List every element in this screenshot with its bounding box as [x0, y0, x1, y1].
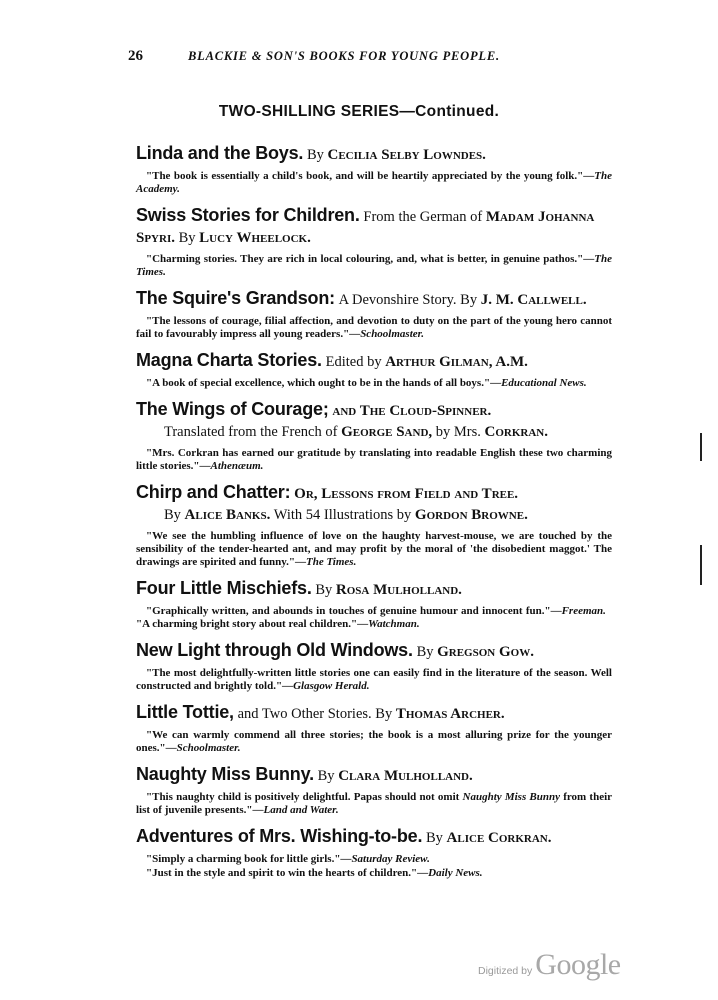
book-review: [136, 853, 612, 866]
google-logo: Google: [535, 948, 621, 981]
series-heading: TWO-SHILLING SERIES—Continued.: [218, 103, 500, 120]
review-text: "Simply a charming book for little girls."—: [146, 853, 352, 865]
book-entry-adventures: [136, 826, 612, 880]
book-review-2: [136, 867, 612, 880]
review-text-end: from their list of juvenile presents."—: [136, 791, 613, 816]
byline-prefix: From the German of: [363, 209, 483, 225]
book-entry-tottie: [136, 702, 612, 755]
book-entry-bunny: [136, 764, 612, 817]
review-source: Athenæum.: [210, 460, 264, 472]
byline-prefix: By: [306, 147, 324, 163]
byline-prefix: By: [317, 768, 335, 784]
book-review: [136, 667, 612, 693]
review-text: "This naughty child is positively delightful. Papas should not omit: [146, 791, 460, 803]
review-text: "The book is essentially a child's book, and will be heartily appreciated by the young folk."—: [146, 170, 595, 182]
book-entry-wings: [136, 399, 612, 473]
book-title: Chirp and Chatter:: [136, 482, 291, 502]
book-title: Adventures of Mrs. Wishing-to-be.: [136, 826, 423, 846]
watermark-text: Digitized by: [478, 965, 533, 977]
author-name: Alice Corkran.: [446, 830, 552, 846]
author-name-2: Corkran.: [484, 424, 548, 440]
book-subtitle: and The Cloud-Spinner.: [332, 403, 492, 419]
review-text-2: "Just in the style and spirit to win the hearts of children."—: [146, 867, 429, 879]
byline-prefix-2: by Mrs.: [435, 424, 481, 440]
book-entry-chirp: [136, 482, 612, 569]
running-title: BLACKIE & SON'S BOOKS FOR YOUNG PEOPLE.: [188, 49, 500, 63]
byline-prefix: By: [426, 830, 443, 846]
author-name-2: Lucy Wheelock.: [199, 230, 311, 246]
review-text: "The most delightfully-written little stories one can easily find in the literature of the season. Well constructed and brightly told."—: [136, 667, 612, 692]
book-title: Four Little Mischiefs.: [136, 578, 312, 598]
author-name: Rosa Mulholland.: [335, 582, 462, 598]
author-name: Madam Johanna Spyri.: [136, 209, 595, 246]
book-review: [136, 729, 612, 755]
byline-prefix: By: [460, 292, 478, 308]
book-title: The Squire's Grandson:: [136, 288, 335, 308]
book-entry-newlight: [136, 640, 612, 693]
byline-prefix: By: [375, 706, 393, 722]
book-subtitle: A Devonshire Story.: [338, 292, 457, 308]
book-review: [136, 605, 612, 631]
review-source: Land and Water.: [263, 804, 339, 816]
book-title: Magna Charta Stories.: [136, 350, 322, 370]
book-subtitle: Or, Lessons from Field and Tree.: [294, 486, 519, 502]
review-source: Saturday Review.: [351, 853, 430, 865]
book-review: [136, 253, 612, 279]
review-text: "Mrs. Corkran has earned our gratitude by translating into readable English these two charming little stories."—: [136, 447, 612, 472]
book-review: [136, 377, 612, 390]
review-source: The Academy.: [136, 170, 612, 195]
review-source: The Times.: [136, 253, 612, 278]
book-entry-linda: [136, 143, 612, 196]
review-source: Glasgow Herald.: [293, 680, 370, 692]
author-name: Gregson Gow.: [437, 644, 534, 660]
digitized-watermark: [478, 948, 621, 982]
book-title: Swiss Stories for Children.: [136, 205, 360, 225]
review-source: Schoolmaster.: [360, 328, 425, 340]
author-name: Alice Banks.: [184, 507, 271, 523]
book-title: The Wings of Courage;: [136, 399, 329, 419]
review-italic-title: Naughty Miss Bunny: [462, 791, 560, 803]
byline-prefix-2: By: [178, 230, 196, 246]
author-name: Cecilia Selby Lowndes.: [327, 147, 486, 163]
author-name: Clara Mulholland.: [338, 768, 473, 784]
book-title: Little Tottie,: [136, 702, 234, 722]
book-title: New Light through Old Windows.: [136, 640, 413, 660]
review-text: "A book of special excellence, which ought to be in the hands of all boys."—: [146, 377, 502, 389]
review-source: The Times.: [306, 556, 357, 568]
margin-mark: [700, 545, 702, 585]
review-text: "The lessons of courage, filial affection, and devotion to duty on the part of the young hero cannot fail to favourably impress all young readers."—: [136, 315, 612, 340]
byline-prefix: Translated from the French of: [164, 424, 338, 440]
book-review: [136, 791, 612, 817]
byline-prefix: Edited by: [325, 354, 382, 370]
book-review: [136, 530, 612, 569]
review-text: "Graphically written, and abounds in touches of genuine humour and innocent fun."—: [146, 605, 562, 617]
book-subtitle: and Two Other Stories.: [237, 706, 372, 722]
book-entry-magna: [136, 350, 612, 390]
byline-prefix: By: [315, 582, 333, 598]
review-source-2: Watchman.: [368, 618, 420, 630]
book-title: Naughty Miss Bunny.: [136, 764, 314, 784]
margin-mark: [700, 433, 702, 461]
book-review: [136, 170, 612, 196]
review-text-2: "A charming bright story about real children."—: [136, 618, 369, 630]
book-list: [136, 143, 612, 889]
review-source: Educational News.: [501, 377, 587, 389]
review-source: Schoolmaster.: [176, 742, 241, 754]
byline-prefix: By: [164, 507, 181, 523]
book-entry-squire: [136, 288, 612, 341]
book-entry-four: [136, 578, 612, 631]
book-review: [136, 315, 612, 341]
page-header: [128, 48, 608, 65]
author-name: Arthur Gilman, A.M.: [385, 354, 528, 370]
review-text: "We see the humbling influence of love on the haughty harvest-mouse, we are touched by the sensibility of the tender-hearted ant, and may profit by the moral of 'the disobedient maggot.' The drawings are spirited and funny."—: [136, 530, 612, 568]
author-name: George Sand,: [341, 424, 433, 440]
review-source: Freeman.: [561, 605, 606, 617]
author-name: J. M. Callwell.: [480, 292, 587, 308]
review-text: "We can warmly commend all three stories; the book is a most alluring prize for the younger ones."—: [136, 729, 612, 754]
book-entry-swiss: [136, 205, 612, 279]
page-number: 26: [128, 48, 143, 64]
book-review: [136, 447, 612, 473]
byline-prefix: By: [416, 644, 434, 660]
illustrator-name: Gordon Browne.: [414, 507, 528, 523]
illustration-note: With 54 Illustrations by: [273, 507, 412, 523]
review-source-2: Daily News.: [428, 867, 483, 879]
review-text: "Charming stories. They are rich in local colouring, and, what is better, in genuine pathos."—: [146, 253, 595, 265]
book-title: Linda and the Boys.: [136, 143, 304, 163]
author-name: Thomas Archer.: [395, 706, 505, 722]
